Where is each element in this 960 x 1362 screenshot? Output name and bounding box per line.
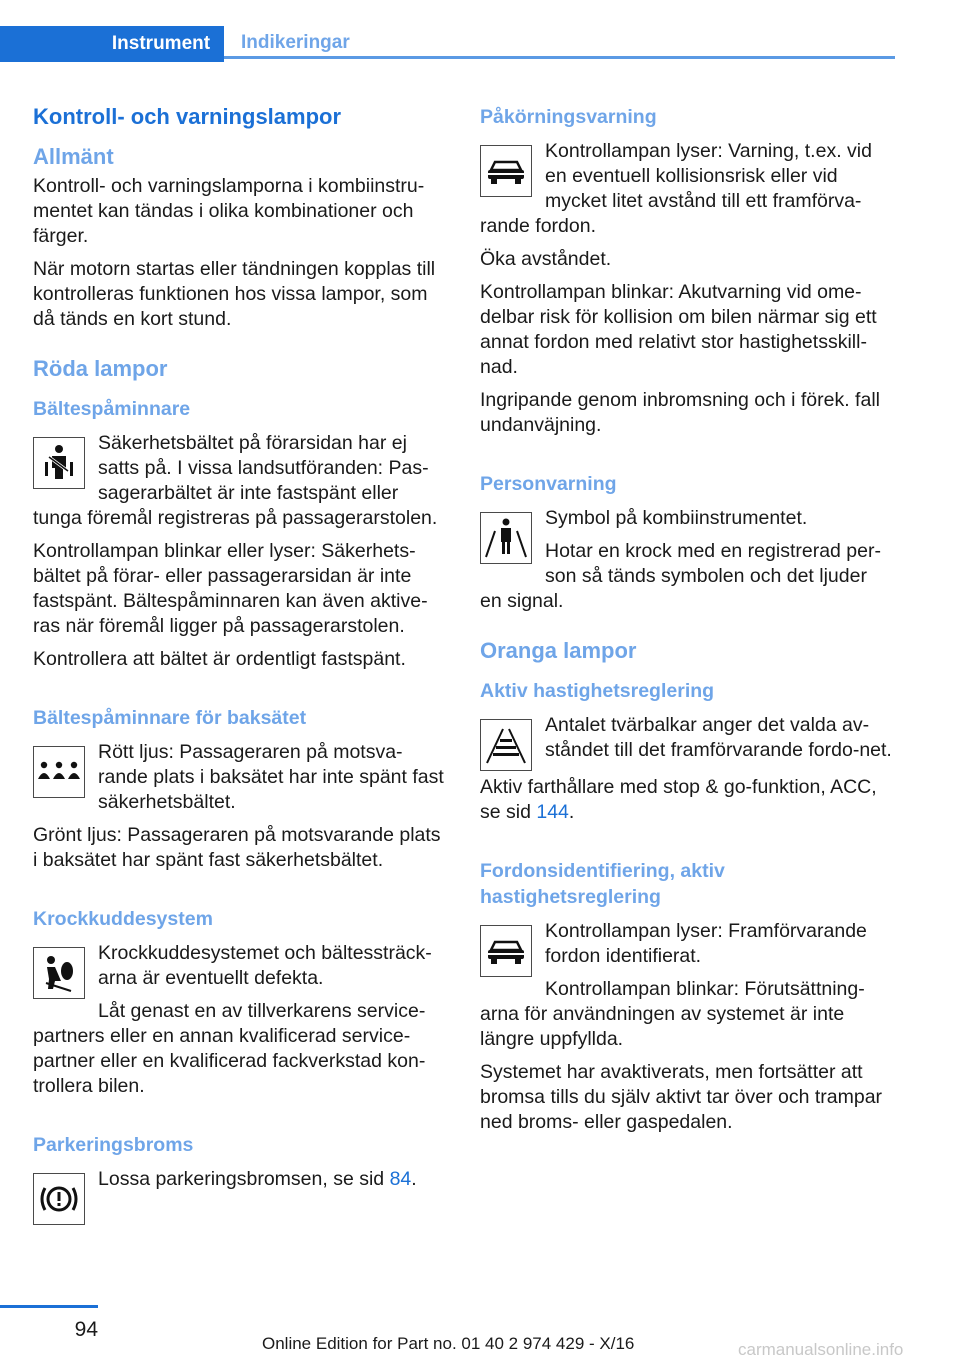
acc-suffix: . <box>568 801 575 823</box>
person-paragraph-1: Symbol på kombiinstrumentet. <box>545 507 808 529</box>
edition-text: Online Edition for Part no. 01 40 2 974 429 - X/16 <box>262 1334 635 1353</box>
vehicle-paragraph-2: Kontrollampan blinkar: Förutsättning-arna för användningen av systemet är inte längre uppfyllda. <box>480 978 865 1050</box>
parking-brake-icon <box>33 1173 85 1225</box>
collision-paragraph-1: Kontrollampan lyser: Varning, t.ex. vid en eventuell kollisionsrisk eller vid mycket litet avstånd till ett framförva-rande fordon. <box>480 140 872 237</box>
person-paragraph-2: Hotar en krock med en registrerad per-son så tänds symbolen och det ljuder en signal. <box>480 540 881 612</box>
rear-paragraph-2: Grönt ljus: Passageraren på motsvarande plats i baksätet har spänt fast säkerhetsbältet. <box>33 824 441 871</box>
vehicle-paragraph-1: Kontrollampan lyser: Framförvarande fordon identifierat. <box>545 920 867 967</box>
header-accent-bar <box>0 26 98 62</box>
allmant-paragraph-1: Kontroll- och varningslamporna i kombiinstru-mentet kan tändas i olika kombinationer och färger. <box>33 175 425 247</box>
tab-instrument[interactable]: Instrument <box>98 26 224 62</box>
header-tabs <box>0 26 895 62</box>
pedestrian-icon <box>480 512 532 564</box>
acc-paragraph-2 <box>480 775 892 825</box>
collision-paragraph-2: Öka avståndet. <box>480 248 612 270</box>
heading-personvarning: Personvarning <box>480 473 617 495</box>
heading-roda-lampor: Röda lampor <box>33 356 168 381</box>
heading-baltespaminnare-baksatet: Bältespåminnare för baksätet <box>33 707 307 729</box>
seatbelt-icon <box>33 437 85 489</box>
acc-text: Aktiv farthållare med stop & go-funktion, ACC, se sid <box>480 776 877 823</box>
heading-oranga-lampor: Oranga lampor <box>480 638 637 663</box>
page-link-84[interactable]: 84 <box>389 1168 412 1190</box>
vehicle-paragraph-3: Systemet har avaktiverats, men fortsätter att bromsa tills du själv aktivt tar över och trampar ned broms- eller gaspedalen. <box>480 1061 883 1133</box>
heading-parkeringsbroms: Parkeringsbroms <box>33 1134 194 1156</box>
airbag-paragraph-1: Krockkuddesystemet och bältessträck-arna är eventuellt defekta. <box>98 942 432 989</box>
heading-krockkuddesystem: Krockkuddesystem <box>33 908 213 930</box>
heading-baltespaminnare: Bältespåminnare <box>33 398 191 420</box>
belt-paragraph-1: Säkerhetsbältet på förarsidan har ej satts på. I vissa landsutföranden: Pas-sagerarbältet är inte fastspänt eller tunga föremål registreras på passagerarstolen. <box>33 432 438 529</box>
rear-paragraph-1: Rött ljus: Passageraren på motsva-rande plats i baksätet har inte spänt fast säkerhetsbältet. <box>98 741 444 813</box>
airbag-paragraph-2: Låt genast en av tillverkarens service-partners eller en annan kvalificerad service-partner eller en kvalificerad fackverkstad kon-trollera bilen. <box>33 1000 426 1097</box>
belt-paragraph-2: Kontrollampan blinkar eller lyser: Säkerhets-bältet på förar- eller passagerarsidan är inte fastspänt. Bältespåminnaren kan även aktive-ras när föremål ligger på passagerarstolen. <box>33 540 428 637</box>
acc-paragraph-1: Antalet tvärbalkar anger det valda av-ståndet till det framförvarande fordo-net. <box>545 714 892 761</box>
belt-paragraph-3: Kontrollera att bältet är ordentligt fastspänt. <box>33 648 406 670</box>
airbag-icon <box>33 947 85 999</box>
tab-indikeringar[interactable]: Indikeringar <box>224 26 895 59</box>
allmant-paragraph-2: När motorn startas eller tändningen kopplas till kontrolleras funktionen hos vissa lampor, som då tänds en kort stund. <box>33 258 436 330</box>
heading-allmant: Allmänt <box>33 144 114 169</box>
parking-paragraph-1 <box>33 1167 448 1192</box>
page-number: 94 <box>74 1318 98 1341</box>
watermark-text: carmanualsonline.info <box>738 1340 904 1359</box>
page-link-144[interactable]: 144 <box>536 801 569 823</box>
heading-aktiv-hastighetsreglering: Aktiv hastighetsreglering <box>480 680 715 702</box>
right-column <box>480 100 892 1143</box>
collision-paragraph-3: Kontrollampan blinkar: Akutvarning vid ome-delbar risk för kollision om bilen närmar sig ett annat fordon med relativt stor hastighetsskill-nad. <box>480 281 877 378</box>
left-column <box>33 100 448 1229</box>
parking-suffix: . <box>411 1168 417 1190</box>
page-title: Kontroll- och varningslampor <box>33 104 342 129</box>
vehicle-detected-icon <box>480 925 532 977</box>
car-warning-icon <box>480 145 532 197</box>
heading-pakorningsvarning: Påkörningsvarning <box>480 106 657 128</box>
rear-seatbelt-icon <box>33 746 85 798</box>
footer-accent-line <box>0 1305 98 1308</box>
collision-paragraph-4: Ingripande genom inbromsning och i förek. fall undanväjning. <box>480 389 880 436</box>
distance-bars-icon <box>480 719 532 771</box>
parking-text: Lossa parkeringsbromsen, se sid <box>98 1168 390 1190</box>
heading-fordonsidentifiering: Fordonsidentifiering, aktiv hastighetsreglering <box>480 860 725 908</box>
